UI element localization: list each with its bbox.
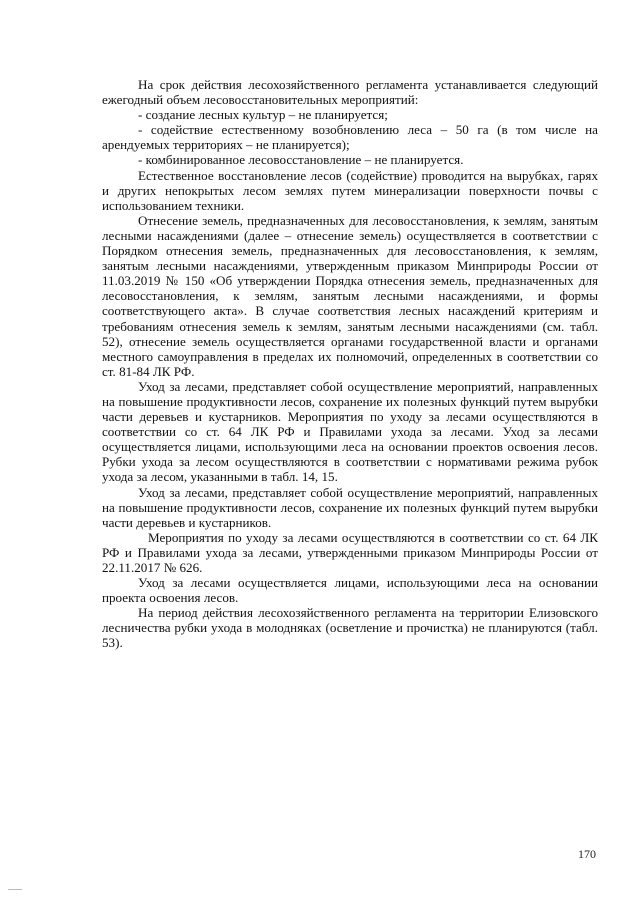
paragraph-reforestation-volume: На срок действия лесохозяйственного регламента устанавливается следующий ежегодный объем лесовосстановительных мероприятий:	[102, 77, 598, 108]
paragraph-natural-restoration: Естественное восстановление лесов (содействие) проводится на вырубках, гарях и других непокрытых лесом землях путем минерализации поверхности почвы с использованием техники.	[102, 167, 598, 213]
document-body	[102, 77, 598, 651]
paragraph-forest-care-definition: Уход за лесами, представляет собой осуществление мероприятий, направленных на повышение продуктивности лесов, сохранение их полезных функций путем вырубки части деревьев и кустарников.	[102, 484, 598, 530]
paragraph-forest-care-executors: Уход за лесами осуществляется лицами, использующими леса на основании проекта освоения лесов.	[102, 575, 598, 606]
list-item-forest-cultures: - создание лесных культур – не планируется;	[138, 107, 388, 123]
paragraph-forest-care-rules: Мероприятия по уходу за лесами осуществляются в соответствии со ст. 64 ЛК РФ и Правилами ухода за лесами, утвержденными приказом Минприроды России от 22.11.2017 № 626.	[102, 529, 598, 575]
scan-edge-mark	[8, 889, 22, 890]
list-item-natural-renewal: - содействие естественному возобновлению леса – 50 га (в том числе на арендуемых территориях – не планируется);	[102, 122, 598, 153]
paragraph-thinning-plan: На период действия лесохозяйственного регламента на территории Елизовского лесничества рубки ухода в молодняках (осветление и прочистка) не планируются (табл. 53).	[102, 605, 598, 651]
list-item-combined-reforestation: - комбинированное лесовосстановление – не планируется.	[138, 152, 464, 168]
page-number: 170	[578, 847, 596, 861]
paragraph-forest-care-norms: Уход за лесами, представляет собой осуществление мероприятий, направленных на повышение продуктивности лесов, сохранение их полезных функций путем вырубки части деревьев и кустарников. Мероприятия по уходу за лесами осуществляются в соответствии со ст. 64 ЛК РФ и Правилами ухода за лесами. Уход за лесами осуществляется лицами, использующими леса на основании проектов освоения лесов. Рубки ухода за лесом осуществляются в соответствии с нормативами режима рубок ухода за лесом, указанными в табл. 14, 15.	[102, 378, 598, 485]
paragraph-land-assignment: Отнесение земель, предназначенных для лесовосстановления, к землям, занятым лесными насаждениями (далее – отнесение земель) осуществляется в соответствии с Порядком отнесения земель, предназначенных для лесовосстановления, к землям, занятым лесными насаждениями, утвержденным приказом Минприроды России от 11.03.2019 № 150 «Об утверждении Порядка отнесения земель, предназначенных для лесовосстановления, к землям, занятым лесными насаждениями, и формы соответствующего акта». В случае соответствия лесных насаждений критериям и требованиям отнесения земель к землям, занятым лесными насаждениями (см. табл. 52), отнесение земель осуществляется органами государственной власти и органами местного самоуправления в пределах их полномочий, определенных в соответствии со ст. 81-84 ЛК РФ.	[102, 212, 598, 379]
